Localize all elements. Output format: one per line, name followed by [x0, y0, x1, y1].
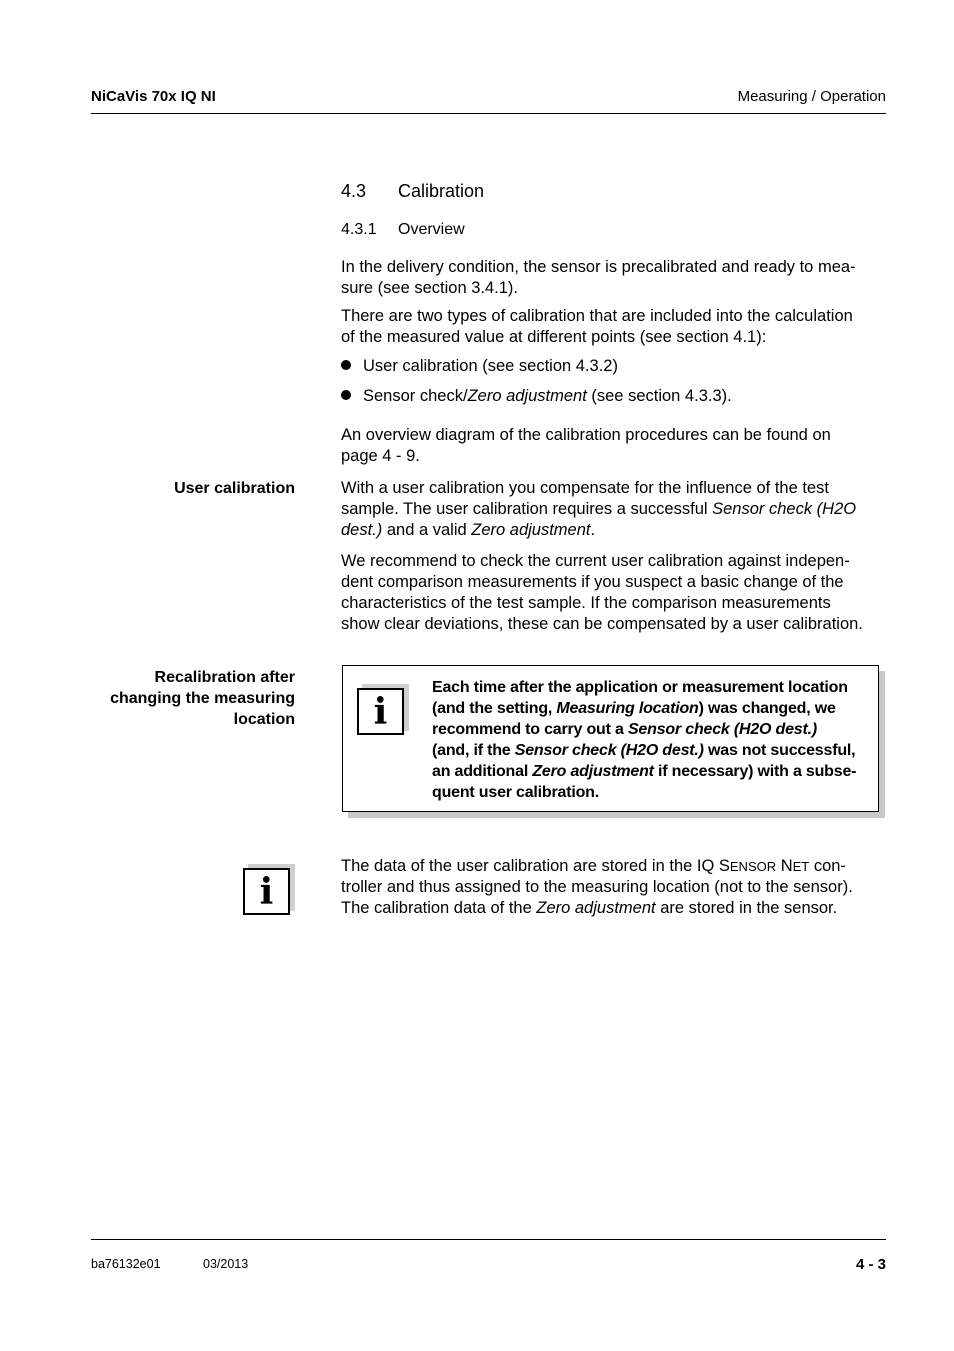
note-box — [342, 665, 879, 812]
text-line: of the measured value at different points (see section 4.1): — [341, 328, 767, 346]
bullet-text: User calibration (see section 4.3.2) — [363, 357, 618, 375]
text-line: The calibration data of the Zero adjustment are stored in the sensor. — [341, 899, 838, 917]
text-line: sample. The user calibration requires a successful Sensor check (H2O — [341, 500, 857, 518]
bullet-text: Sensor check/ — [363, 387, 468, 405]
text-line: page 4 - 9. — [341, 447, 420, 465]
text-line: dent comparison measurements if you suspect a basic change of the — [341, 573, 844, 591]
paragraph-delivery — [341, 257, 891, 299]
text-line: There are two types of calibration that are included into the calculation — [341, 307, 853, 325]
paragraph-types — [341, 306, 891, 348]
footer-doc-id: ba76132e01 — [91, 1257, 161, 1271]
text-line: We recommend to check the current user calibration against indepen- — [341, 552, 850, 570]
paragraph-overview — [341, 425, 891, 467]
footer-rule — [91, 1239, 886, 1240]
bullet-text: (see section 4.3.3). — [586, 387, 732, 405]
text-line: characteristics of the test sample. If the comparison measurements — [341, 594, 831, 612]
text-line: In the delivery condition, the sensor is precalibrated and ready to mea- — [341, 258, 856, 276]
bullet-icon — [341, 390, 351, 400]
section-title: Calibration — [398, 181, 485, 201]
paragraph-recommendation — [341, 551, 901, 635]
bullet-emphasis: Zero adjustment — [467, 387, 587, 405]
paragraph-user-calibration — [341, 478, 891, 541]
text-line: sure (see section 3.4.1). — [341, 279, 519, 297]
paragraph-data-storage — [341, 856, 901, 919]
footer-date: 03/2013 — [203, 1257, 249, 1271]
text-line: troller and thus assigned to the measuring location (not to the sensor). — [341, 878, 853, 896]
section-number: 4.3 — [341, 181, 367, 201]
list-item — [341, 386, 732, 407]
text-line: dest.) and a valid Zero adjustment. — [341, 521, 596, 539]
section-heading — [341, 181, 484, 202]
bullet-icon — [341, 360, 351, 370]
list-item — [341, 356, 618, 377]
subsection-title: Overview — [398, 221, 465, 238]
text-line: The data of the user calibration are stored in the IQ SENSOR NET con- — [341, 857, 846, 875]
header-title: NiCaVis 70x IQ NI — [91, 88, 216, 105]
side-label-recalibration: Recalibration after changing the measuring location — [110, 669, 295, 728]
header-rule — [91, 113, 886, 114]
header-section: Measuring / Operation — [737, 88, 886, 105]
info-icon: i — [243, 864, 295, 916]
text-line: An overview diagram of the calibration procedures can be found on — [341, 426, 831, 444]
text-line: show clear deviations, these can be compensated by a user calibration. — [341, 615, 863, 633]
note-text: Each time after the application or measurement location (and the setting, Measuring location) was changed, we recommend to carry out a Sensor check (H2O dest.) (and, if the Sensor check (H2O dest.) was not successful, an additional Zero adjustment if necessary) with a subse- quent user calibration. — [432, 679, 857, 801]
subsection-heading — [341, 221, 465, 239]
info-icon: i — [357, 684, 409, 736]
subsection-number: 4.3.1 — [341, 221, 377, 238]
page-number: 4 - 3 — [855, 1256, 886, 1273]
text-line: With a user calibration you compensate for the influence of the test — [341, 479, 829, 497]
side-label-user-calibration: User calibration — [174, 480, 295, 497]
